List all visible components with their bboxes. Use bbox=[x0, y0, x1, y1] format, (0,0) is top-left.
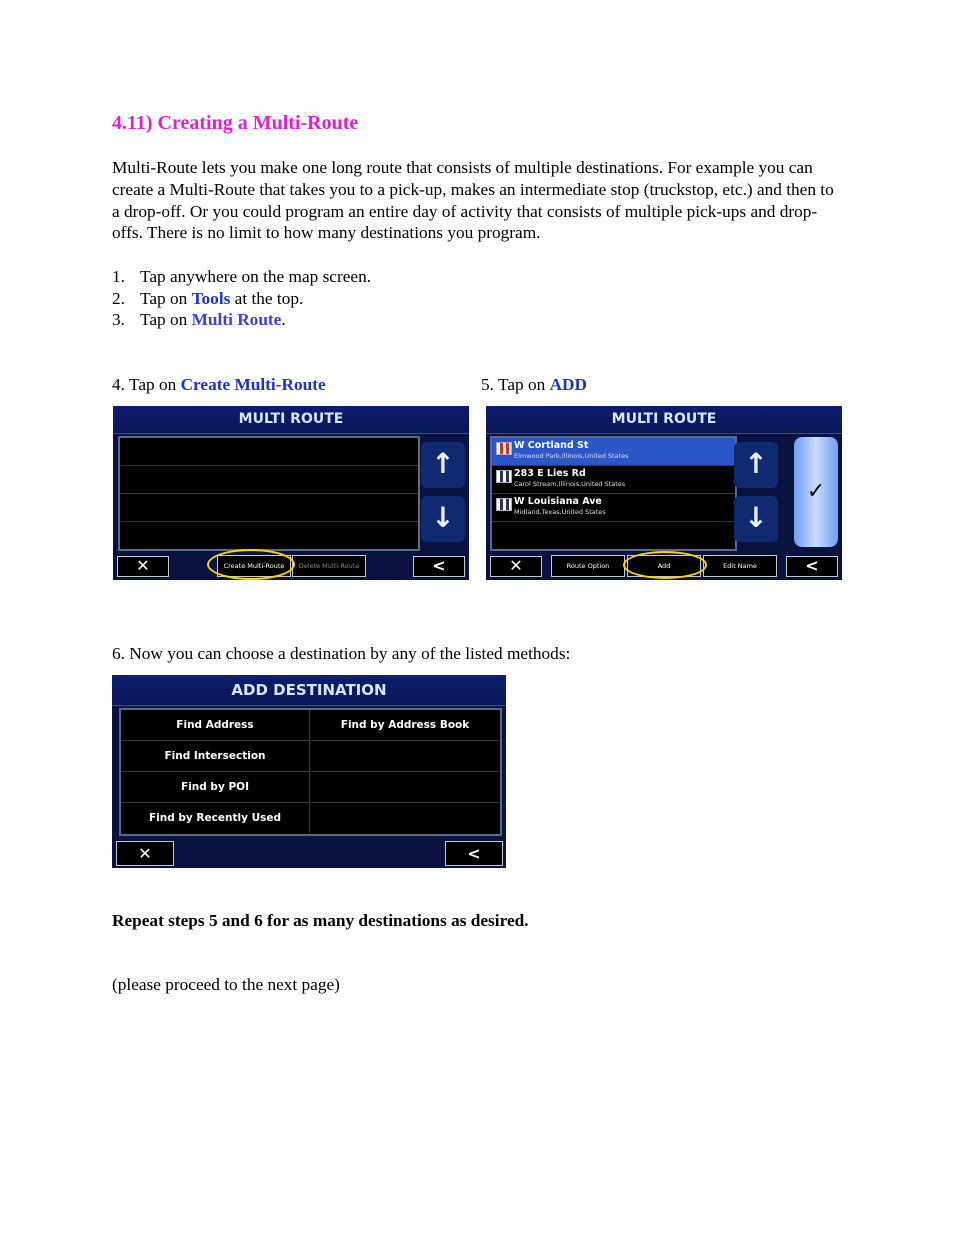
screen-title: ADD DESTINATION bbox=[112, 675, 506, 706]
list-item[interactable] bbox=[492, 522, 735, 549]
destination-detail: Elmwood Park,Illinois,United States bbox=[514, 452, 629, 460]
highlight-ellipse bbox=[207, 549, 295, 580]
step-3 bbox=[112, 309, 286, 331]
step-number: 1. bbox=[112, 267, 125, 286]
create-multi-route-button[interactable]: Create Multi-Route bbox=[217, 555, 291, 577]
back-button[interactable]: < bbox=[786, 556, 838, 577]
step-text: Tap on bbox=[140, 310, 192, 329]
list-item[interactable] bbox=[120, 438, 418, 466]
tools-label: Tools bbox=[191, 289, 231, 308]
close-button[interactable]: ✕ bbox=[117, 556, 169, 577]
step-2 bbox=[112, 288, 303, 310]
back-button[interactable]: < bbox=[445, 841, 503, 866]
checkered-flag-icon bbox=[496, 442, 512, 455]
add-button[interactable]: Add bbox=[627, 555, 701, 577]
route-list[interactable] bbox=[118, 436, 420, 551]
find-intersection-button[interactable]: Find Intersection bbox=[121, 741, 310, 772]
add-label: ADD bbox=[549, 375, 588, 394]
route-list[interactable] bbox=[490, 436, 737, 551]
close-button[interactable]: ✕ bbox=[116, 841, 174, 866]
step-1 bbox=[112, 266, 371, 288]
step-5-caption bbox=[481, 374, 587, 396]
edit-name-button[interactable]: Edit Name bbox=[703, 555, 777, 577]
find-by-address-book-button[interactable]: Find by Address Book bbox=[311, 710, 499, 741]
step-text-tail: at the top. bbox=[230, 289, 304, 308]
route-option-button[interactable]: Route Option bbox=[551, 555, 625, 577]
empty-cell bbox=[311, 772, 499, 803]
step-number: 2. bbox=[112, 289, 125, 308]
checkered-flag-icon bbox=[496, 498, 512, 511]
step-number: 3. bbox=[112, 310, 125, 329]
list-item[interactable] bbox=[492, 438, 735, 466]
step-6-caption: 6. Now you can choose a destination by any of the listed methods: bbox=[112, 644, 571, 663]
find-address-button[interactable]: Find Address bbox=[121, 710, 310, 741]
multi-route-label: Multi Route bbox=[191, 310, 282, 329]
highlight-ellipse bbox=[623, 551, 707, 579]
screen-title: MULTI ROUTE bbox=[486, 406, 842, 434]
empty-cell bbox=[311, 741, 499, 772]
scroll-up-icon[interactable]: ↑ bbox=[734, 442, 778, 488]
add-destination-screen bbox=[112, 675, 506, 868]
scroll-down-icon[interactable]: ↓ bbox=[421, 496, 465, 542]
destination-name: W Cortland St bbox=[514, 440, 589, 451]
empty-cell bbox=[311, 803, 499, 833]
intro-paragraph: Multi-Route lets you make one long route that consists of multiple destinations. For example you can create a Multi-Route that takes you to a pick-up, makes an intermediate stop (truckstop, etc.) and then to a drop-off. Or you could program an entire day of activity that consists of multiple pick-ups and drop-offs. There is no limit to how many destinations you program. bbox=[112, 158, 834, 243]
find-by-poi-button[interactable]: Find by POI bbox=[121, 772, 310, 803]
screen-title: MULTI ROUTE bbox=[113, 406, 469, 434]
destination-name: 283 E Lies Rd bbox=[514, 468, 586, 479]
section-heading: 4.11) Creating a Multi-Route bbox=[112, 112, 359, 134]
list-item[interactable] bbox=[120, 522, 418, 549]
scroll-down-icon[interactable]: ↓ bbox=[734, 496, 778, 542]
checkered-flag-icon bbox=[496, 470, 512, 483]
step-text-tail: . bbox=[281, 310, 286, 329]
close-button[interactable]: ✕ bbox=[490, 556, 542, 577]
create-multi-route-label: Create Multi-Route bbox=[180, 375, 326, 394]
destination-name: W Louisiana Ave bbox=[514, 496, 602, 507]
delete-multi-route-button[interactable]: Delete Multi-Route bbox=[292, 555, 366, 577]
list-item[interactable] bbox=[120, 494, 418, 522]
list-item[interactable] bbox=[492, 466, 735, 494]
scroll-up-icon[interactable]: ↑ bbox=[421, 442, 465, 488]
back-button[interactable]: < bbox=[413, 556, 465, 577]
destination-detail: Midland,Texas,United States bbox=[514, 508, 606, 516]
destination-detail: Carol Stream,Illinois,United States bbox=[514, 480, 626, 488]
repeat-instruction: Repeat steps 5 and 6 for as many destinations as desired. bbox=[112, 911, 529, 930]
confirm-check-icon[interactable]: ✓ bbox=[794, 437, 838, 547]
step-text: Tap on bbox=[140, 289, 192, 308]
destination-methods-grid bbox=[119, 708, 502, 836]
list-item[interactable] bbox=[492, 494, 735, 522]
step-4-caption bbox=[112, 374, 326, 396]
multi-route-screen-empty bbox=[113, 406, 469, 580]
proceed-note: (please proceed to the next page) bbox=[112, 975, 340, 994]
step-text: Tap anywhere on the map screen. bbox=[140, 267, 372, 286]
multi-route-screen-list bbox=[486, 406, 842, 580]
step-text: 5. Tap on bbox=[481, 375, 550, 394]
list-item[interactable] bbox=[120, 466, 418, 494]
find-by-recently-used-button[interactable]: Find by Recently Used bbox=[121, 803, 310, 833]
step-text: 4. Tap on bbox=[112, 375, 181, 394]
